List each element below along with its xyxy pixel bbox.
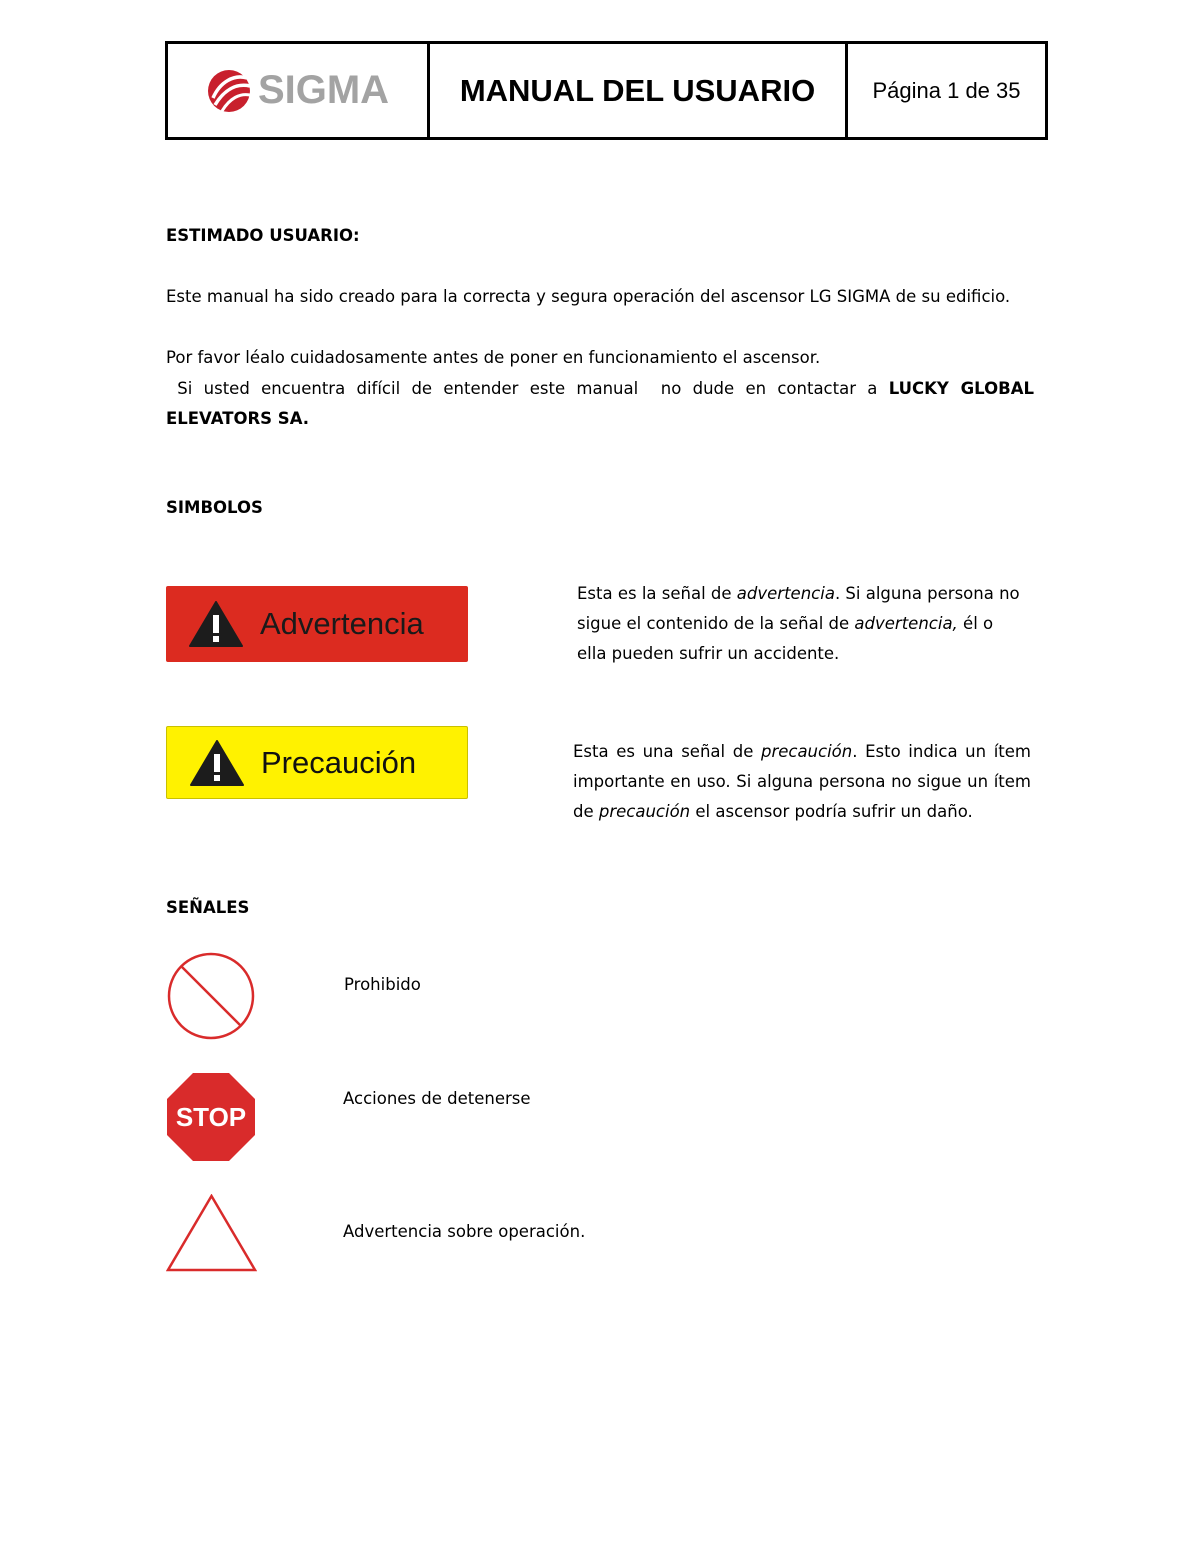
document-title: MANUAL DEL USUARIO [459, 72, 816, 108]
page-cell [848, 44, 1045, 137]
document-header [165, 41, 1048, 140]
sigma-globe-icon [206, 68, 252, 114]
warning-label: Advertencia [260, 606, 424, 641]
warning-banner [166, 586, 468, 662]
warning-desc-italic: advertencia, [854, 614, 958, 633]
intro-heading: ESTIMADO USUARIO: [166, 226, 360, 245]
warning-triangle-icon [166, 1194, 257, 1272]
sign-label-prohibited: Prohibido [344, 975, 421, 994]
warning-description [577, 579, 1027, 669]
warning-desc-italic: advertencia [736, 584, 835, 603]
exclamation-triangle-icon [189, 739, 245, 787]
title-cell [430, 44, 848, 137]
warning-desc-text: Esta es la señal de [577, 584, 737, 603]
page-number: Página 1 de 35 [872, 77, 1021, 103]
intro-paragraph-2: Por favor léalo cuidadosamente antes de poner en funcionamiento el ascensor. [166, 348, 821, 367]
caution-desc-italic: precaución [760, 742, 853, 761]
intro-p3-end: . [302, 409, 310, 428]
company-name: LUCKY GLOBAL ELEVATORS SA [166, 379, 1040, 428]
warning-desc-text: . Si alguna persona no sigue el contenido de la señal de [577, 584, 1020, 633]
signs-heading: SEÑALES [166, 898, 250, 917]
sign-label-stop: Acciones de detenerse [343, 1089, 531, 1108]
symbols-heading: SIMBOLOS [166, 498, 263, 517]
logo-cell [168, 44, 430, 137]
logo-text: SIGMA [257, 68, 390, 112]
sigma-logo [206, 68, 389, 114]
caution-banner [166, 726, 468, 799]
sign-label-operation-warning: Advertencia sobre operación. [343, 1222, 586, 1241]
caution-desc-text: . Esto indica un ítem importante en uso. Si alguna persona no sigue un ítem de [573, 742, 1031, 821]
warning-desc-text: él o ella pueden sufrir un accidente. [577, 614, 994, 663]
caution-desc-text: el ascensor podría sufrir un daño. [690, 802, 973, 821]
stop-icon [166, 1072, 256, 1162]
caution-desc-italic: precaución [598, 802, 691, 821]
prohibited-icon [166, 952, 256, 1040]
intro-p3-text: Si usted encuentra difícil de entender este manual no dude en contactar a [166, 379, 889, 398]
caution-description [573, 737, 1031, 827]
caution-desc-text: Esta es una señal de [573, 742, 761, 761]
caution-label: Precaución [261, 744, 417, 780]
exclamation-triangle-icon [188, 600, 244, 648]
intro-paragraph-1: Este manual ha sido creado para la correcta y segura operación del ascensor LG SIGMA de su edificio. [166, 287, 1011, 306]
stop-icon-text: STOP [175, 1102, 247, 1132]
intro-paragraph-3 [166, 374, 1040, 434]
